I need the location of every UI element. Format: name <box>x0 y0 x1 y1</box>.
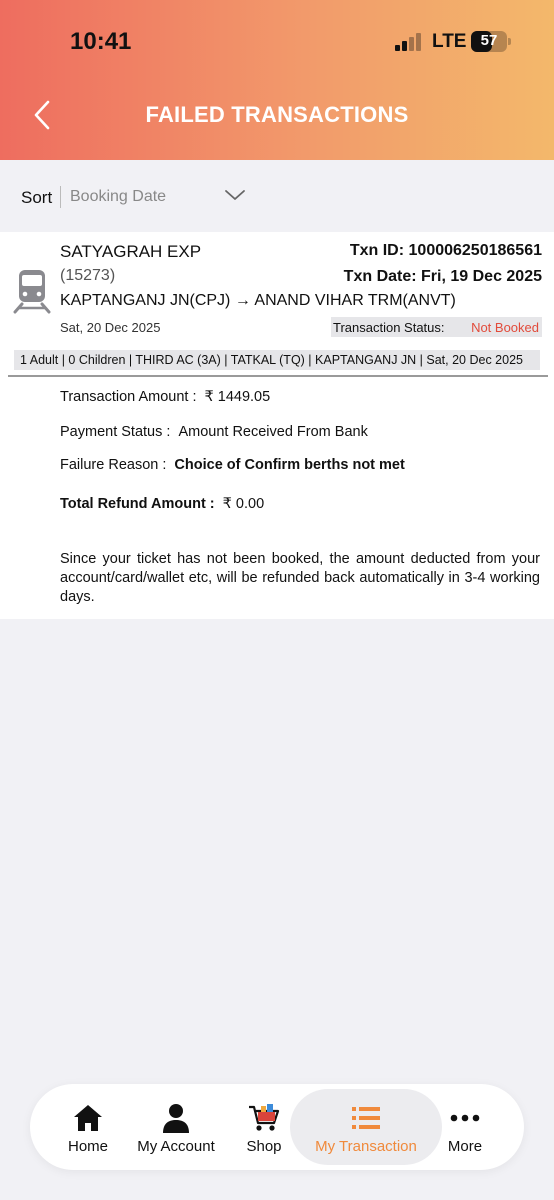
txn-id-label: Txn ID: <box>349 242 405 259</box>
tab-more[interactable] <box>438 1084 492 1170</box>
tab-home[interactable] <box>56 1084 120 1170</box>
payment-status <box>60 424 368 440</box>
home-icon <box>72 1102 104 1134</box>
page-title: FAILED TRANSACTIONS <box>145 102 409 127</box>
header <box>0 0 554 160</box>
payment-value: Amount Received From Bank <box>178 424 368 440</box>
tab-shop-label: Shop <box>246 1138 282 1155</box>
tab-my-transaction-label: My Transaction <box>315 1138 417 1155</box>
battery-icon <box>471 31 507 52</box>
status-time: 10:41 <box>70 28 132 55</box>
status-label: Transaction Status: <box>333 320 445 335</box>
tab-shop[interactable] <box>234 1084 294 1170</box>
sort-bar[interactable] <box>0 160 554 232</box>
route: KAPTANGANJ JN(CPJ) → ANAND VIHAR TRM(ANVT) <box>60 292 456 309</box>
txn-id <box>350 242 542 260</box>
txn-date-label: Txn Date: <box>343 268 417 285</box>
refund-label: Total Refund Amount : <box>60 496 215 512</box>
train-icon <box>12 268 52 314</box>
journey-info: 1 Adult | 0 Children | THIRD AC (3A) | TATKAL (TQ) | KAPTANGANJ JN | Sat, 20 Dec 2025 <box>14 350 540 370</box>
tab-my-account[interactable] <box>126 1084 226 1170</box>
tab-home-label: Home <box>67 1138 108 1155</box>
failure-label: Failure Reason : <box>60 457 167 473</box>
failure-value: Choice of Confirm berths not met <box>174 457 405 473</box>
journey-date: Sat, 20 Dec 2025 <box>60 320 161 335</box>
tab-more-label: More <box>447 1138 483 1155</box>
payment-label: Payment Status : <box>60 424 171 440</box>
total-refund <box>60 496 264 512</box>
battery-tip <box>508 38 511 45</box>
sort-divider <box>60 186 61 208</box>
network-label: LTE <box>432 31 467 52</box>
tab-my-account-label: My Account <box>137 1138 215 1155</box>
tab-my-transaction[interactable] <box>290 1084 442 1170</box>
amount-label: Transaction Amount : <box>60 389 197 405</box>
user-icon <box>160 1102 192 1134</box>
list-icon <box>350 1102 382 1134</box>
divider <box>8 375 548 377</box>
failure-reason <box>60 457 405 473</box>
sort-select[interactable]: Booking Date <box>70 188 167 205</box>
refund-value: ₹ 0.00 <box>222 496 265 512</box>
train-name: SATYAGRAH EXP <box>60 242 202 261</box>
sort-label: Sort <box>21 188 53 207</box>
status-badge: Not Booked <box>471 320 539 335</box>
txn-date <box>344 268 542 286</box>
transaction-amount <box>60 389 270 405</box>
train-number: (15273) <box>60 267 116 284</box>
txn-date-value: Fri, 19 Dec 2025 <box>421 268 542 285</box>
txn-id-value: 100006250186561 <box>408 242 542 259</box>
bottom-tab-bar <box>30 1084 524 1170</box>
more-dots-icon <box>449 1102 481 1134</box>
chevron-down-icon[interactable] <box>224 188 246 202</box>
signal-icon <box>395 33 423 51</box>
amount-value: ₹ 1449.05 <box>204 389 271 405</box>
transaction-status <box>331 317 542 337</box>
refund-note: Since your ticket has not been booked, the amount deducted from your account/card/wallet etc, will be refunded back automatically in 3-4 working days. <box>60 551 540 605</box>
battery-percent: 57 <box>480 32 498 49</box>
shopping-cart-icon <box>248 1102 280 1134</box>
